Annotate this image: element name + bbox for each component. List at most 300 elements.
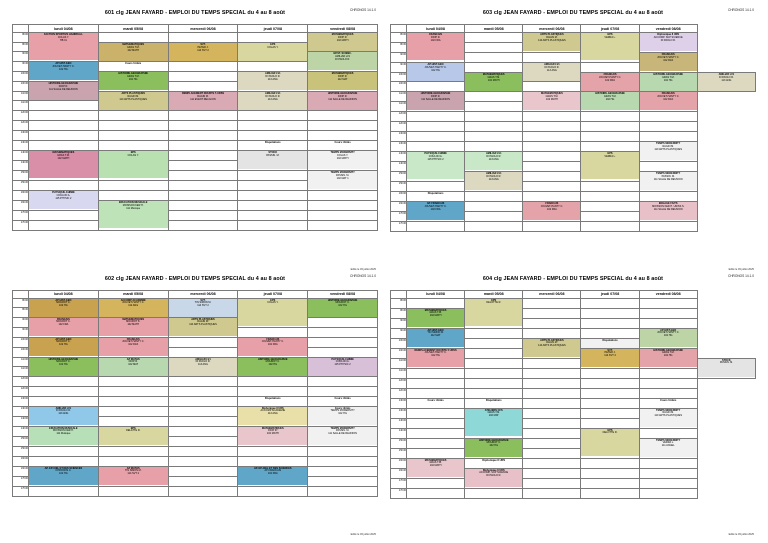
empty-cell (523, 318, 581, 328)
course-line-1: EPS (270, 43, 276, 46)
corner-cell (391, 25, 407, 33)
column-header-3: jeudi 07/08 (238, 290, 308, 298)
course-line-3: 115 PHYSIC 2 (55, 196, 72, 200)
course-cell[interactable] (29, 151, 99, 181)
hour-label: 16h30 (13, 466, 29, 476)
empty-cell (523, 192, 581, 202)
course-cell[interactable] (407, 328, 465, 348)
empty-cell (168, 396, 238, 406)
course-cell[interactable] (308, 171, 378, 191)
course-cell[interactable] (238, 92, 308, 111)
empty-cell (168, 386, 238, 396)
course-cell[interactable] (639, 33, 697, 53)
course-line-1: HISTOIRE-GEOGRAPHIE (478, 438, 509, 442)
timetable-row (391, 398, 756, 408)
course-line-2: DIOP R. (430, 35, 441, 39)
empty-cell (238, 221, 308, 231)
course-cell[interactable] (98, 72, 168, 92)
course-line-2: DIOP R. (58, 84, 69, 88)
course-line-1: HISTOIRE-GEOGRAPHIE (327, 92, 358, 95)
course-line-1: FRANCAIS (661, 92, 675, 95)
empty-cell (168, 486, 238, 496)
course-cell[interactable] (29, 33, 99, 62)
column-header-4: vendredi 08/08 (308, 25, 378, 33)
hour-label: 13h00 (13, 131, 29, 141)
course-cell[interactable] (29, 191, 99, 211)
course-line-1: AP HIST-GEO (55, 62, 72, 65)
course-line-2: TEMPS MODERNITY (330, 409, 355, 413)
course-line-1: PHYSIQUE-CHIMIE (331, 357, 354, 361)
course-cell[interactable] (581, 428, 639, 458)
empty-cell (523, 358, 581, 368)
band-cell (639, 398, 697, 408)
empty-cell (29, 211, 99, 221)
timetable-row (391, 488, 756, 498)
course-cell[interactable] (465, 152, 523, 172)
timetable-row (391, 63, 756, 73)
course-cell[interactable] (98, 43, 168, 62)
course-cell[interactable] (168, 43, 238, 62)
timetable (12, 24, 378, 231)
course-line-1: AMILIAR LV1 (718, 73, 735, 76)
course-line-1: FRANCAIS (126, 337, 140, 341)
empty-cell (98, 181, 168, 191)
panel-stamp: CHRONOS 14.1.0 (727, 273, 754, 278)
course-cell[interactable] (639, 142, 697, 162)
course-line-2: COLAS Y. (127, 153, 139, 157)
course-cell[interactable] (308, 426, 378, 446)
course-cell[interactable] (639, 172, 697, 192)
course-cell[interactable] (581, 152, 639, 182)
band-cell (308, 141, 378, 151)
empty-cell (98, 111, 168, 121)
course-cell[interactable] (465, 468, 523, 488)
course-line-2: MOUROT C. (56, 320, 71, 324)
course-cell[interactable] (407, 33, 465, 63)
course-line-2: JOUVET-HANTY C. (261, 340, 284, 344)
course-line-2: MOISSON KER H. UNISS S. (652, 204, 685, 208)
empty-cell (465, 43, 523, 53)
course-cell[interactable] (523, 33, 581, 53)
course-line-1: HISTOIRE-GEOGRAPHIE (118, 72, 148, 75)
empty-cell (523, 172, 581, 182)
empty-cell (29, 111, 99, 121)
course-line-3: 110 ARTS PLASTIQUES (189, 323, 217, 327)
empty-cell (407, 378, 465, 388)
empty-cell (523, 488, 581, 498)
hour-label: 15h00 (13, 171, 29, 181)
empty-cell (523, 438, 581, 448)
course-line-3: 102 MATH (429, 314, 442, 318)
course-cell[interactable] (168, 92, 238, 111)
band-label: Cours Unitès (640, 399, 697, 402)
hour-label: 12h00 (13, 376, 29, 386)
timetable (390, 290, 756, 499)
course-line-1: MATHEMATIQUES (122, 317, 145, 321)
course-line-2: DIOP R. (337, 74, 348, 78)
timetable-row (391, 202, 756, 212)
empty-cell (98, 191, 168, 201)
empty-cell (238, 62, 308, 72)
course-line-2: TIN SIMON M. (194, 301, 212, 305)
course-line-3: 102 HG (338, 412, 347, 416)
empty-cell (581, 388, 639, 398)
timetable-row (13, 386, 378, 396)
course-line-3: 113 ANG (546, 68, 557, 72)
empty-cell (98, 486, 168, 496)
course-line-2: VERRA L. (604, 154, 616, 158)
course-line-1: EP.ST. SCIENC. (333, 52, 352, 55)
course-line-1: HISTOIRE-GEOGRAPHIE (653, 348, 683, 352)
empty-cell (523, 122, 581, 132)
empty-cell (639, 298, 697, 308)
course-cell[interactable] (407, 152, 465, 182)
course-cell[interactable] (98, 317, 168, 337)
course-cell[interactable] (308, 151, 378, 171)
empty-cell (581, 378, 639, 388)
course-line-3: 111 EVENT RELIGION (190, 97, 216, 101)
course-cell[interactable] (697, 73, 755, 92)
course-cell[interactable] (168, 357, 238, 376)
panel-title: 604 clg JEAN FAYARD - EMPLOI DU TEMPS SPECIAL du 4 au 8 août (482, 275, 664, 282)
course-cell[interactable] (581, 73, 639, 92)
hour-label: 15h30 (13, 181, 29, 191)
course-cell[interactable] (639, 73, 697, 92)
empty-cell (581, 478, 639, 488)
course-cell[interactable] (98, 357, 168, 376)
course-line-2: JOUVET-HANTY C. (657, 55, 680, 59)
course-line-3: 110 ARTS PLASTIQUES (538, 344, 566, 348)
course-cell[interactable] (98, 151, 168, 181)
course-cell[interactable] (238, 337, 308, 357)
course-line-3: 102 HG (663, 334, 673, 338)
course-line-3: 113 ANG (721, 78, 732, 82)
hour-label: 13h30 (13, 141, 29, 151)
course-line-3: 102 FRA (663, 97, 674, 101)
course-line-1: HISTOIRE-GEOGRAPHIE (595, 92, 625, 95)
empty-cell (407, 222, 465, 232)
empty-cell (581, 298, 639, 308)
timetable-row (13, 456, 378, 466)
hour-label: 13h30 (13, 406, 29, 416)
hour-label: 17h30 (13, 486, 29, 496)
course-cell[interactable] (407, 458, 465, 478)
course-cell[interactable] (465, 298, 523, 328)
course-cell[interactable] (465, 172, 523, 192)
course-line-3: 102 HG (59, 363, 68, 367)
hour-label: 8h00 (13, 33, 29, 43)
course-line-3: 110 ARTS PLASTIQUES (654, 414, 682, 418)
empty-cell (639, 162, 697, 172)
course-cell[interactable] (465, 73, 523, 92)
band-label: Dispotations (407, 192, 464, 195)
course-line-2: TIN SIMON M. (427, 331, 444, 335)
empty-cell (523, 298, 581, 308)
course-cell[interactable] (581, 348, 639, 368)
course-line-3: 115 PHYSIC 2 (427, 157, 444, 161)
course-cell[interactable] (29, 337, 99, 357)
course-cell[interactable] (465, 408, 523, 438)
course-line-3: 111 SALLE DE REUNION (328, 432, 357, 436)
course-line-3: 114 SVT 2 (197, 48, 209, 52)
course-line-3: 102 FRA (267, 343, 278, 347)
course-line-1: MATHEMATIQUES (424, 458, 447, 462)
hour-label: 12h00 (13, 111, 29, 121)
course-cell[interactable] (407, 202, 465, 222)
course-line-2: VERRA L. (604, 35, 616, 39)
course-cell[interactable] (407, 92, 465, 112)
column-header-3: jeudi 07/08 (238, 25, 308, 33)
hour-label: 9h00 (13, 52, 29, 62)
empty-cell (308, 131, 378, 141)
course-line-2: MOUROT C. (56, 301, 71, 305)
course-line-2: RAGIN M. (662, 144, 674, 148)
course-cell[interactable] (98, 466, 168, 486)
empty-cell (168, 201, 238, 211)
course-cell[interactable] (168, 317, 238, 337)
course-cell[interactable] (238, 72, 308, 92)
timetable-row (391, 142, 756, 152)
course-cell[interactable] (581, 33, 639, 63)
empty-cell (523, 142, 581, 152)
course-line-3: 102 FRA (605, 78, 615, 82)
course-line-3: DI PAOLO R. (335, 57, 350, 61)
course-cell[interactable] (639, 328, 697, 348)
hour-label: 8h00 (391, 33, 407, 43)
timetable-row (13, 376, 378, 386)
course-line-2: COULON A. (428, 154, 443, 158)
course-cell[interactable] (581, 338, 639, 348)
course-line-3: 113 ANG (488, 177, 499, 181)
course-cell[interactable] (168, 298, 238, 317)
course-line-2: DI PAOLO R. (718, 75, 734, 79)
course-line-2: DIOP R. (337, 35, 348, 39)
course-line-2: JOUVET-HANTY C. (657, 94, 680, 98)
course-cell[interactable] (581, 92, 639, 112)
empty-cell (639, 308, 697, 318)
empty-cell (581, 468, 639, 478)
course-cell[interactable] (523, 202, 581, 222)
course-line-3: 112 MAT (430, 334, 441, 338)
hour-label: 9h00 (13, 317, 29, 327)
empty-cell (639, 488, 697, 498)
course-cell[interactable] (29, 317, 99, 337)
course-cell[interactable] (639, 92, 697, 112)
course-cell[interactable] (238, 426, 308, 446)
course-line-3: 102 FRA (58, 323, 69, 327)
course-cell[interactable] (523, 338, 581, 358)
course-cell[interactable] (29, 466, 99, 486)
empty-cell (523, 428, 581, 438)
course-cell[interactable] (29, 62, 99, 82)
empty-cell (523, 458, 581, 468)
timetable-row (391, 458, 756, 468)
course-cell[interactable] (98, 298, 168, 317)
course-line-2: VERRA L. (662, 441, 674, 445)
hour-label: 13h00 (391, 398, 407, 408)
course-line-1: ARTS PLASTIQUES (540, 338, 564, 342)
empty-cell (581, 122, 639, 132)
hour-label: 13h30 (391, 408, 407, 418)
hour-label: 8h30 (391, 308, 407, 318)
panel-footer: Edité le 03 juillet 2025 (350, 267, 376, 271)
course-line-1: SVT. (200, 298, 206, 302)
course-cell[interactable] (238, 151, 308, 171)
course-cell[interactable] (238, 357, 308, 376)
course-cell[interactable] (523, 63, 581, 82)
course-line-1: EPS (607, 428, 613, 432)
course-cell[interactable] (308, 72, 378, 92)
empty-cell (308, 347, 378, 357)
empty-cell (523, 53, 581, 63)
empty-cell (523, 222, 581, 232)
course-line-1: ENGAGE FAITS (658, 202, 678, 205)
empty-cell (168, 191, 238, 201)
course-line-1: ACCOMP ACADEMIE (120, 298, 146, 302)
course-line-1: AP HIST-GEO (55, 337, 72, 341)
course-cell[interactable] (98, 426, 168, 446)
hour-label: 14h30 (391, 162, 407, 172)
course-cell[interactable] (639, 408, 697, 428)
course-line-1: REMPLACEMENT DOUBTE 5 URSS (181, 92, 225, 95)
empty-cell (465, 122, 523, 132)
course-cell[interactable] (639, 53, 697, 73)
course-cell[interactable] (98, 201, 168, 231)
band-label: Diphonique 8 URS (465, 459, 522, 462)
empty-cell (238, 111, 308, 121)
hour-label: 15h00 (391, 438, 407, 448)
course-line-2: PASSIN. M. (336, 173, 350, 177)
course-line-3: 111 SALLE DE REUNION (653, 207, 683, 211)
course-cell[interactable] (29, 406, 99, 426)
course-cell[interactable] (29, 357, 99, 376)
empty-cell (238, 486, 308, 496)
course-line-2: DELOTTE R. (486, 301, 502, 305)
course-line-1: MATHEMATIQUES (261, 426, 284, 430)
course-line-1: AMILIAR LV1 (55, 406, 72, 410)
band-cell (465, 458, 523, 468)
timetable-row (391, 298, 756, 308)
hour-label: 10h00 (391, 338, 407, 348)
course-cell[interactable] (98, 92, 168, 111)
empty-cell (98, 396, 168, 406)
course-line-2: DIOP R. (268, 429, 278, 433)
course-line-3: 102 HG (431, 354, 440, 358)
empty-cell (29, 396, 99, 406)
hour-label: 14h30 (13, 426, 29, 436)
panel-footer: Edité le 03 juillet 2025 (350, 533, 376, 536)
timetable-row (13, 121, 378, 131)
band-label: Cours Unitès (308, 141, 377, 144)
course-line-2: GRAS T.M. (126, 74, 140, 78)
course-line-3: 110 ARTS PLASTIQUES (538, 38, 566, 42)
course-cell[interactable] (308, 298, 378, 317)
band-label: Cours Unitès (308, 397, 377, 400)
course-line-2: MOUROT C. (335, 301, 350, 305)
course-cell[interactable] (407, 63, 465, 82)
course-line-2: DELOTTE R. (602, 431, 618, 435)
panel-header (12, 273, 378, 290)
course-cell[interactable] (29, 298, 99, 317)
course-line-1: ARTS PLASTIQUES (121, 92, 145, 95)
timetable-row (13, 446, 378, 456)
course-cell[interactable] (523, 92, 581, 112)
panel-grid (6, 6, 762, 537)
course-cell[interactable] (238, 43, 308, 62)
course-cell[interactable] (238, 406, 308, 426)
course-cell[interactable] (308, 92, 378, 111)
empty-cell (407, 122, 465, 132)
course-line-2: JOUVET-HANTY C. (424, 351, 447, 355)
course-line-3: 112 MAT (337, 77, 348, 81)
empty-cell (168, 33, 238, 43)
course-line-1: AP HIST-GEO (660, 328, 677, 332)
course-cell[interactable] (29, 82, 99, 101)
course-cell[interactable] (308, 33, 378, 52)
course-line-2: ACCOMP ACADEMIE (260, 409, 286, 413)
column-header-4: vendredi 08/08 (639, 25, 697, 33)
timetable-row (391, 328, 756, 338)
course-line-2: JOUVET-HANTY C. (424, 65, 447, 69)
band-label: Dispotations (238, 141, 307, 144)
empty-cell (238, 201, 308, 211)
course-line-2: PASSIN. M. (719, 361, 733, 365)
band-cell (407, 192, 465, 202)
course-cell[interactable] (29, 426, 99, 446)
course-line-1: SVT. (200, 43, 206, 46)
course-cell[interactable] (697, 358, 755, 378)
empty-cell (465, 358, 523, 368)
course-cell[interactable] (308, 52, 378, 72)
hour-label: 8h30 (391, 43, 407, 53)
course-line-3: 113 ANG (488, 157, 499, 161)
empty-cell (581, 112, 639, 122)
empty-cell (581, 398, 639, 408)
timetable-row (391, 33, 756, 43)
course-line-2: PASSIN. M. (336, 429, 350, 433)
course-cell[interactable] (407, 348, 465, 368)
course-line-3: 102 MATH (336, 38, 349, 42)
course-cell[interactable] (308, 406, 378, 426)
course-line-1: EPS (607, 152, 613, 155)
course-cell[interactable] (238, 298, 308, 327)
course-line-3: 102 HG (663, 78, 673, 82)
course-cell[interactable] (308, 357, 378, 376)
course-line-3: 110 ARTS PLASTIQUES (119, 97, 147, 101)
empty-cell (465, 202, 523, 212)
empty-cell (308, 221, 378, 231)
empty-cell (465, 33, 523, 43)
course-cell[interactable] (465, 438, 523, 458)
empty-cell (523, 152, 581, 162)
empty-cell (29, 131, 99, 141)
course-line-1: AMILIAR LV1 (485, 152, 502, 155)
hour-label: 10h00 (391, 73, 407, 82)
hour-label: 16h30 (391, 468, 407, 478)
course-line-1: AMILIAR LV1 (265, 72, 281, 75)
hour-label: 9h00 (391, 318, 407, 328)
course-cell[interactable] (238, 466, 308, 486)
course-cell[interactable] (407, 308, 465, 328)
timetable-row (13, 131, 378, 141)
course-cell[interactable] (639, 348, 697, 368)
course-cell[interactable] (639, 438, 697, 458)
timetable-row (13, 357, 378, 367)
course-line-3: 111 ANGEL (661, 444, 675, 448)
course-line-3: 111 SALLE DE REUNION (49, 87, 78, 91)
course-cell[interactable] (98, 337, 168, 357)
course-cell[interactable] (639, 202, 697, 222)
